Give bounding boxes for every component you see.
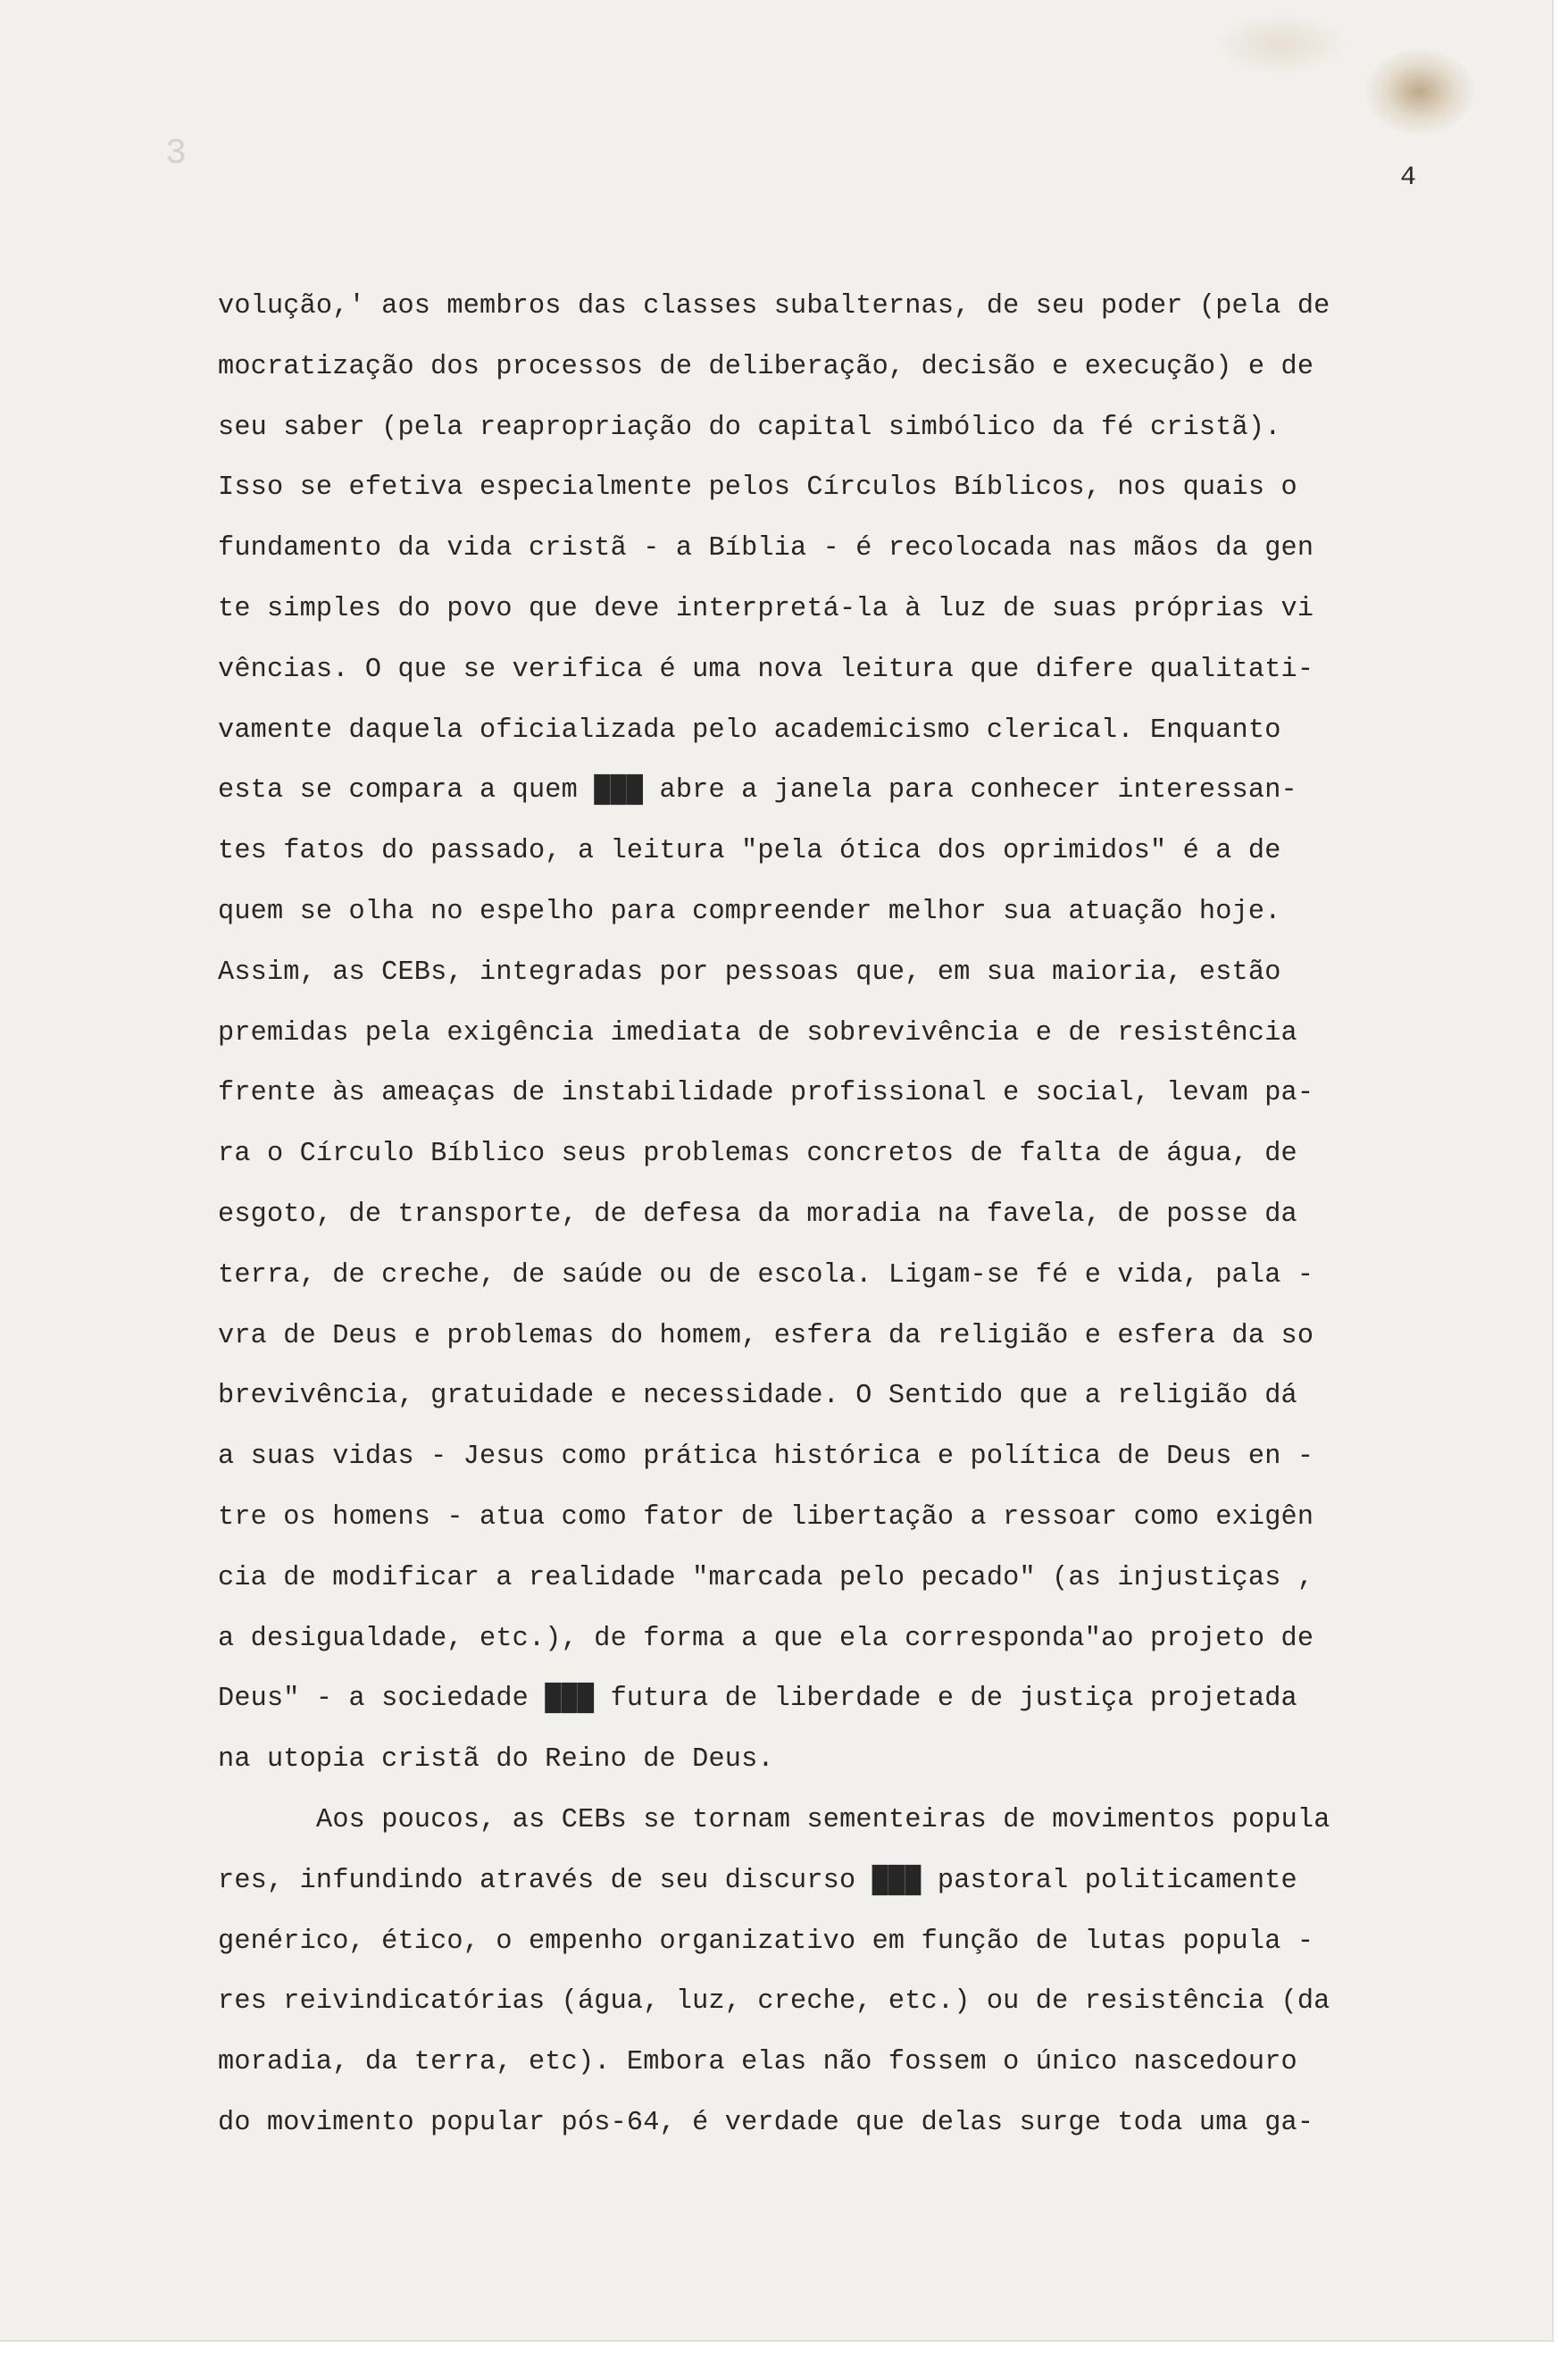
text-line: ra o Círculo Bíblico seus problemas concretos de falta de água, de: [218, 1139, 1297, 1170]
text-line: Aos poucos, as CEBs se tornam sementeiras de movimentos popula: [316, 1804, 1330, 1835]
text-line: quem se olha no espelho para compreender melhor sua atuação hoje.: [218, 896, 1281, 927]
text-line: Isso se efetiva especialmente pelos Círculos Bíblicos, nos quais o: [218, 472, 1297, 504]
text-line: na utopia cristã do Reino de Deus.: [218, 1744, 774, 1776]
text-line: a desigualdade, etc.), de forma a que ela corresponda"ao projeto de: [218, 1623, 1314, 1654]
text-line: vamente daquela oficializada pelo academicismo clerical. Enquanto: [218, 715, 1281, 746]
text-line: genérico, ético, o empenho organizativo em função de lutas popula -: [218, 1926, 1314, 1957]
text-line: volução,' aos membros das classes subalternas, de seu poder (pela de: [218, 291, 1330, 322]
text-line: premidas pela exigência imediata de sobrevivência e de resistência: [218, 1017, 1297, 1049]
text-line: esta se compara a quem ███ abre a janela para conhecer interessan-: [218, 775, 1297, 807]
text-line: res, infundindo através de seu discurso ███ pastoral politicamente: [218, 1865, 1297, 1896]
text-line: tre os homens - atua como fator de libertação a ressoar como exigên: [218, 1501, 1314, 1533]
text-line: esgoto, de transporte, de defesa da moradia na favela, de posse da: [218, 1199, 1297, 1230]
text-line: frente às ameaças de instabilidade profissional e social, levam pa-: [218, 1078, 1314, 1109]
page-number: 4: [1400, 163, 1417, 193]
text-line: do movimento popular pós-64, é verdade que delas surge toda uma ga-: [218, 2107, 1314, 2138]
text-line: a suas vidas - Jesus como prática histórica e política de Deus en -: [218, 1442, 1314, 1473]
stain-mark: [1214, 13, 1348, 76]
text-line: vra de Deus e problemas do homem, esfera da religião e esfera da so: [218, 1320, 1314, 1351]
stain-mark: [1366, 49, 1473, 134]
text-line: tes fatos do passado, a leitura "pela ótica dos oprimidos" é a de: [218, 836, 1281, 867]
text-line: terra, de creche, de saúde ou de escola. Ligam-se fé e vida, pala -: [218, 1259, 1314, 1291]
text-line: Assim, as CEBs, integradas por pessoas que, em sua maioria, estão: [218, 957, 1281, 988]
text-line: seu saber (pela reapropriação do capital simbólico da fé cristã).: [218, 412, 1281, 443]
text-line: mocratização dos processos de deliberação, decisão e execução) e de: [218, 351, 1314, 382]
body-text: [218, 277, 1450, 2154]
text-line: moradia, da terra, etc). Embora elas não fossem o único nascedouro: [218, 2047, 1297, 2078]
text-line: vências. O que se verifica é uma nova leitura que difere qualitati-: [218, 654, 1314, 685]
text-line: te simples do povo que deve interpretá-la à luz de suas próprias vi: [218, 593, 1314, 624]
text-line: brevivência, gratuidade e necessidade. O Sentido que a religião dá: [218, 1381, 1297, 1412]
bleed-through-mark: 3: [165, 134, 188, 174]
text-line: fundamento da vida cristã - a Bíblia - é recolocada nas mãos da gen: [218, 533, 1314, 564]
text-line: Deus" - a sociedade ███ futura de liberdade e de justiça projetada: [218, 1684, 1297, 1715]
text-line: res reivindicatórias (água, luz, creche, etc.) ou de resistência (da: [218, 1986, 1330, 2018]
text-line: cia de modificar a realidade "marcada pelo pecado" (as injustiças ,: [218, 1562, 1314, 1593]
